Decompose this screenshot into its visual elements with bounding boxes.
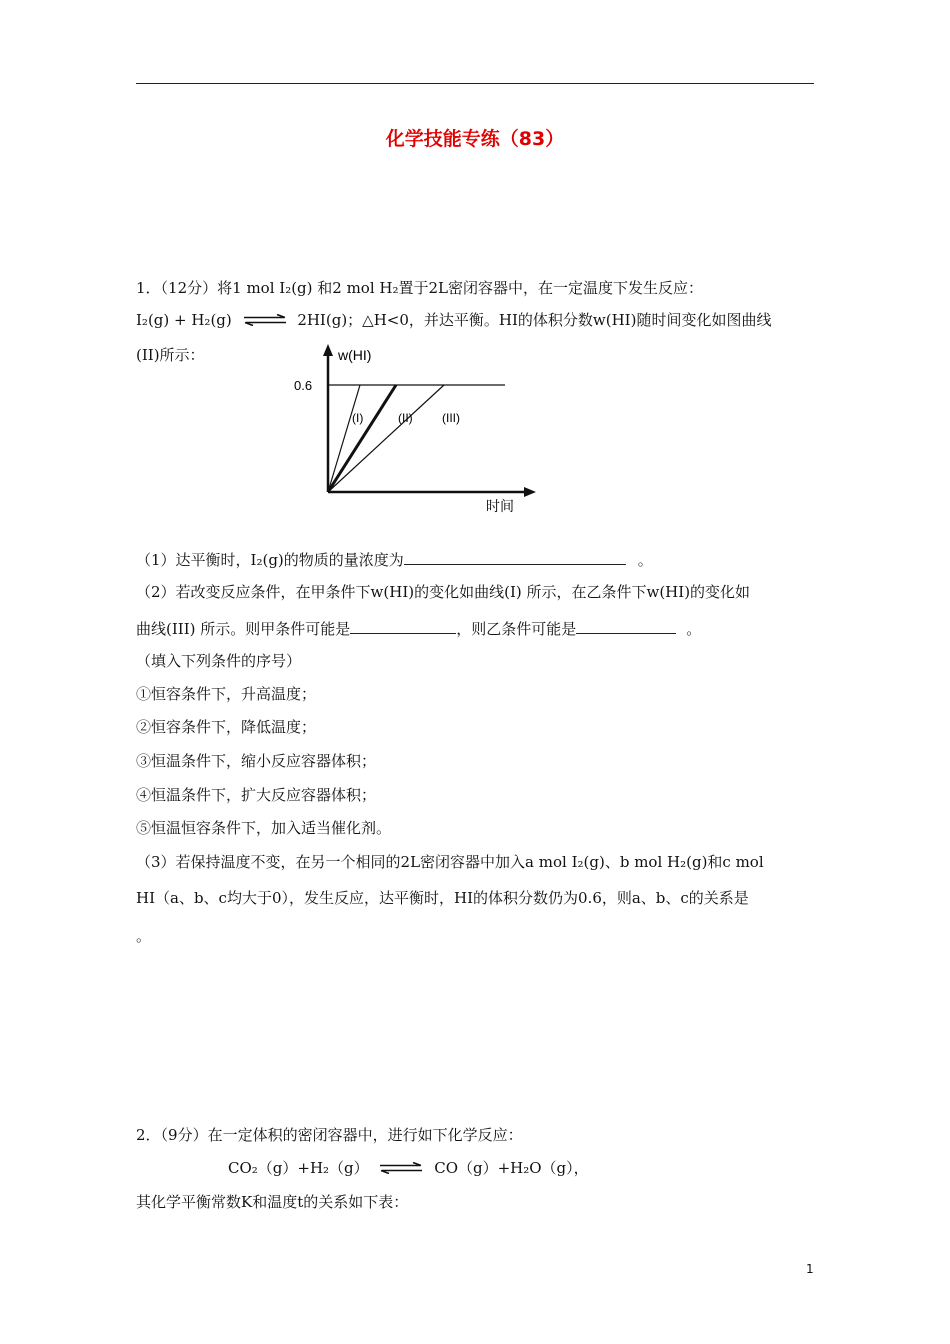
q1-eq-left: I₂(g) + H₂(g) bbox=[136, 311, 232, 329]
q1-part2-text-a: 曲线(III) 所示。则甲条件可能是 bbox=[136, 620, 351, 638]
q1-part1 bbox=[136, 549, 653, 570]
q1-eq-right: 2HI(g)；△H<0，并达平衡。HI的体积分数w(HI)随时间变化如图曲线 bbox=[297, 311, 772, 329]
series-label-i: (I) bbox=[352, 411, 364, 425]
q1-part3-line-3: 。 bbox=[136, 927, 152, 945]
q2-eq-right: CO（g）+H₂O（g）， bbox=[434, 1159, 589, 1177]
q1-part1-text: （1）达平衡时，I₂(g)的物质的量浓度为 bbox=[136, 551, 404, 569]
q1-line-1: 1．（12分）将1 mol I₂(g) 和2 mol H₂置于2L密闭容器中，在一定温度下发生反应： bbox=[136, 279, 704, 297]
q1-equation bbox=[136, 310, 771, 330]
chart-series-group bbox=[328, 385, 444, 492]
y-axis-arrow-icon bbox=[323, 344, 333, 356]
q1-part2-line-1: （2）若改变反应条件，在甲条件下w(HI)的变化如曲线(Ⅰ) 所示，在乙条件下w(HI)的变化如 bbox=[136, 583, 751, 601]
option-1: ①恒容条件下，升高温度； bbox=[136, 685, 317, 703]
x-axis-label: 时间 bbox=[486, 499, 514, 515]
y-axis-label: w(HI) bbox=[338, 347, 372, 363]
curve-1 bbox=[328, 385, 360, 492]
x-axis-arrow-icon bbox=[524, 487, 536, 497]
equilibrium-arrow-icon bbox=[379, 1162, 423, 1174]
q1-line-3: (II)所示： bbox=[136, 346, 205, 364]
condition-yi-blank[interactable] bbox=[576, 618, 676, 634]
q2-equation bbox=[228, 1158, 589, 1178]
condition-jia-blank[interactable] bbox=[350, 618, 456, 634]
q1-part2-line-2 bbox=[136, 618, 701, 639]
page-number: 1 bbox=[806, 1262, 814, 1276]
series-label-iii: (III) bbox=[442, 411, 460, 425]
header-rule bbox=[136, 83, 814, 84]
q1-part1-end: 。 bbox=[637, 551, 653, 569]
q1-part2-text-b: ，则乙条件可能是 bbox=[456, 620, 577, 638]
option-5: ⑤恒温恒容条件下，加入适当催化剂。 bbox=[136, 819, 392, 837]
equilibrium-arrow-icon bbox=[243, 314, 287, 326]
q2-line-3: 其化学平衡常数K和温度t的关系如下表： bbox=[136, 1193, 409, 1211]
option-3: ③恒温条件下，缩小反应容器体积； bbox=[136, 752, 377, 770]
q1-part2-end: 。 bbox=[686, 620, 702, 638]
hi-fraction-chart bbox=[290, 340, 550, 520]
series-label-ii: (II) bbox=[398, 411, 413, 425]
page-title: 化学技能专练（83） bbox=[385, 128, 565, 150]
q1-part3-line-2: HI（a、b、c均大于0），发生反应，达平衡时，HI的体积分数仍为0.6，则a、b、c的关系是 bbox=[136, 889, 749, 907]
y-tick-label: 0.6 bbox=[294, 378, 313, 393]
option-4: ④恒温条件下，扩大反应容器体积； bbox=[136, 786, 377, 804]
q2-eq-left: CO₂（g）+H₂（g） bbox=[228, 1159, 369, 1177]
q1-part3-line-1: （3）若保持温度不变，在另一个相同的2L密闭容器中加入a mol I₂(g)、b mol H₂(g)和c mol bbox=[136, 853, 764, 871]
q1-part2-line-3: （填入下列条件的序号） bbox=[136, 652, 302, 670]
q2-line-1: 2．（9分）在一定体积的密闭容器中，进行如下化学反应： bbox=[136, 1126, 523, 1144]
q1-part1-answer-blank[interactable] bbox=[404, 549, 626, 565]
option-2: ②恒容条件下，降低温度； bbox=[136, 718, 317, 736]
